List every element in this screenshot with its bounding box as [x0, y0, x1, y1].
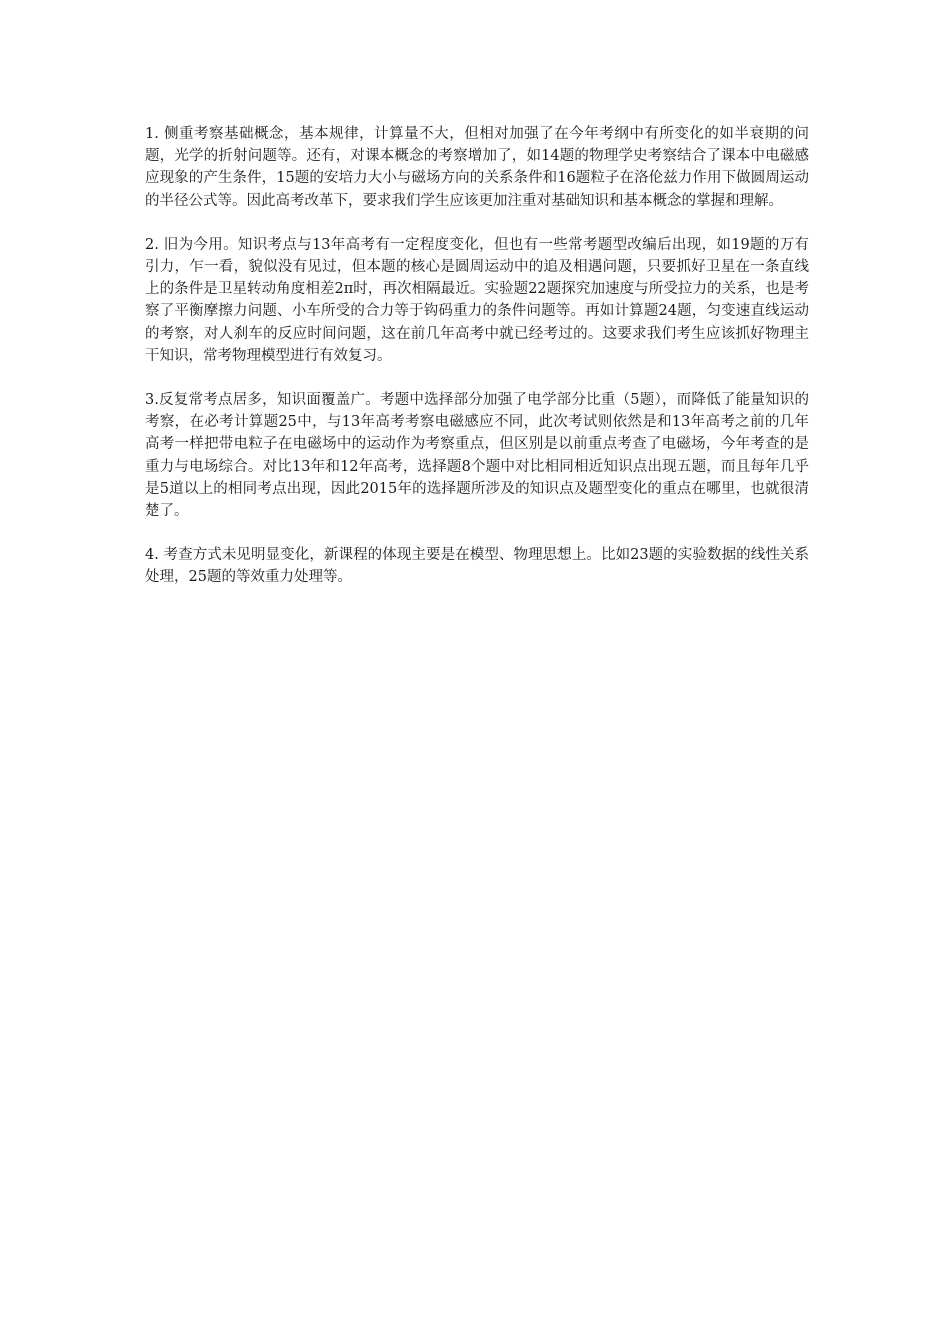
paragraph-2: 2. 旧为今用。知识考点与13年高考有一定程度变化，但也有一些常考题型改编后出现，如19题的万有引力，乍一看，貌似没有见过，但本题的核心是圆周运动中的追及相遇问题，只要抓好卫星在一条直线上的条件是卫星转动角度相差2π时，再次相隔最近。实验题22题探究加速度与所受拉力的关系，也是考察了平衡摩擦力问题、小车所受的合力等于钩码重力的条件问题等。再如计算题24题，匀变速直线运动的考察，对人刹车的反应时间问题，这在前几年高考中就已经考过的。这要求我们考生应该抓好物理主干知识，常考物理模型进行有效复习。	[145, 236, 809, 364]
paragraph-1: 1. 侧重考察基础概念，基本规律，计算量不大，但相对加强了在今年考纲中有所变化的如半衰期的问题，光学的折射问题等。还有，对课本概念的考察增加了，如14题的物理学史考察结合了课本中电磁感应现象的产生条件，15题的安培力大小与磁场方向的关系条件和16题粒子在洛伦兹力作用下做圆周运动的半径公式等。因此高考改革下，要求我们学生应该更加注重对基础知识和基本概念的掌握和理解。	[145, 126, 809, 209]
paragraph-3: 3.反复常考点居多，知识面覆盖广。考题中选择部分加强了电学部分比重（5题），而降低了能量知识的考察，在必考计算题25中，与13年高考考察电磁感应不同，此次考试则依然是和13年高考之前的几年高考一样把带电粒子在电磁场中的运动作为考察重点，但区别是以前重点考查了电磁场，今年考查的是重力与电场综合。对比13年和12年高考，选择题8个题中对比相同相近知识点出现五题，而且每年几乎是5道以上的相同考点出现，因此2015年的选择题所涉及的知识点及题型变化的重点在哪里，也就很清楚了。	[145, 392, 809, 520]
paragraph-4: 4. 考查方式未见明显变化，新课程的体现主要是在模型、物理思想上。比如23题的实验数据的线性关系处理，25题的等效重力处理等。	[145, 547, 809, 586]
document-body	[145, 123, 809, 611]
